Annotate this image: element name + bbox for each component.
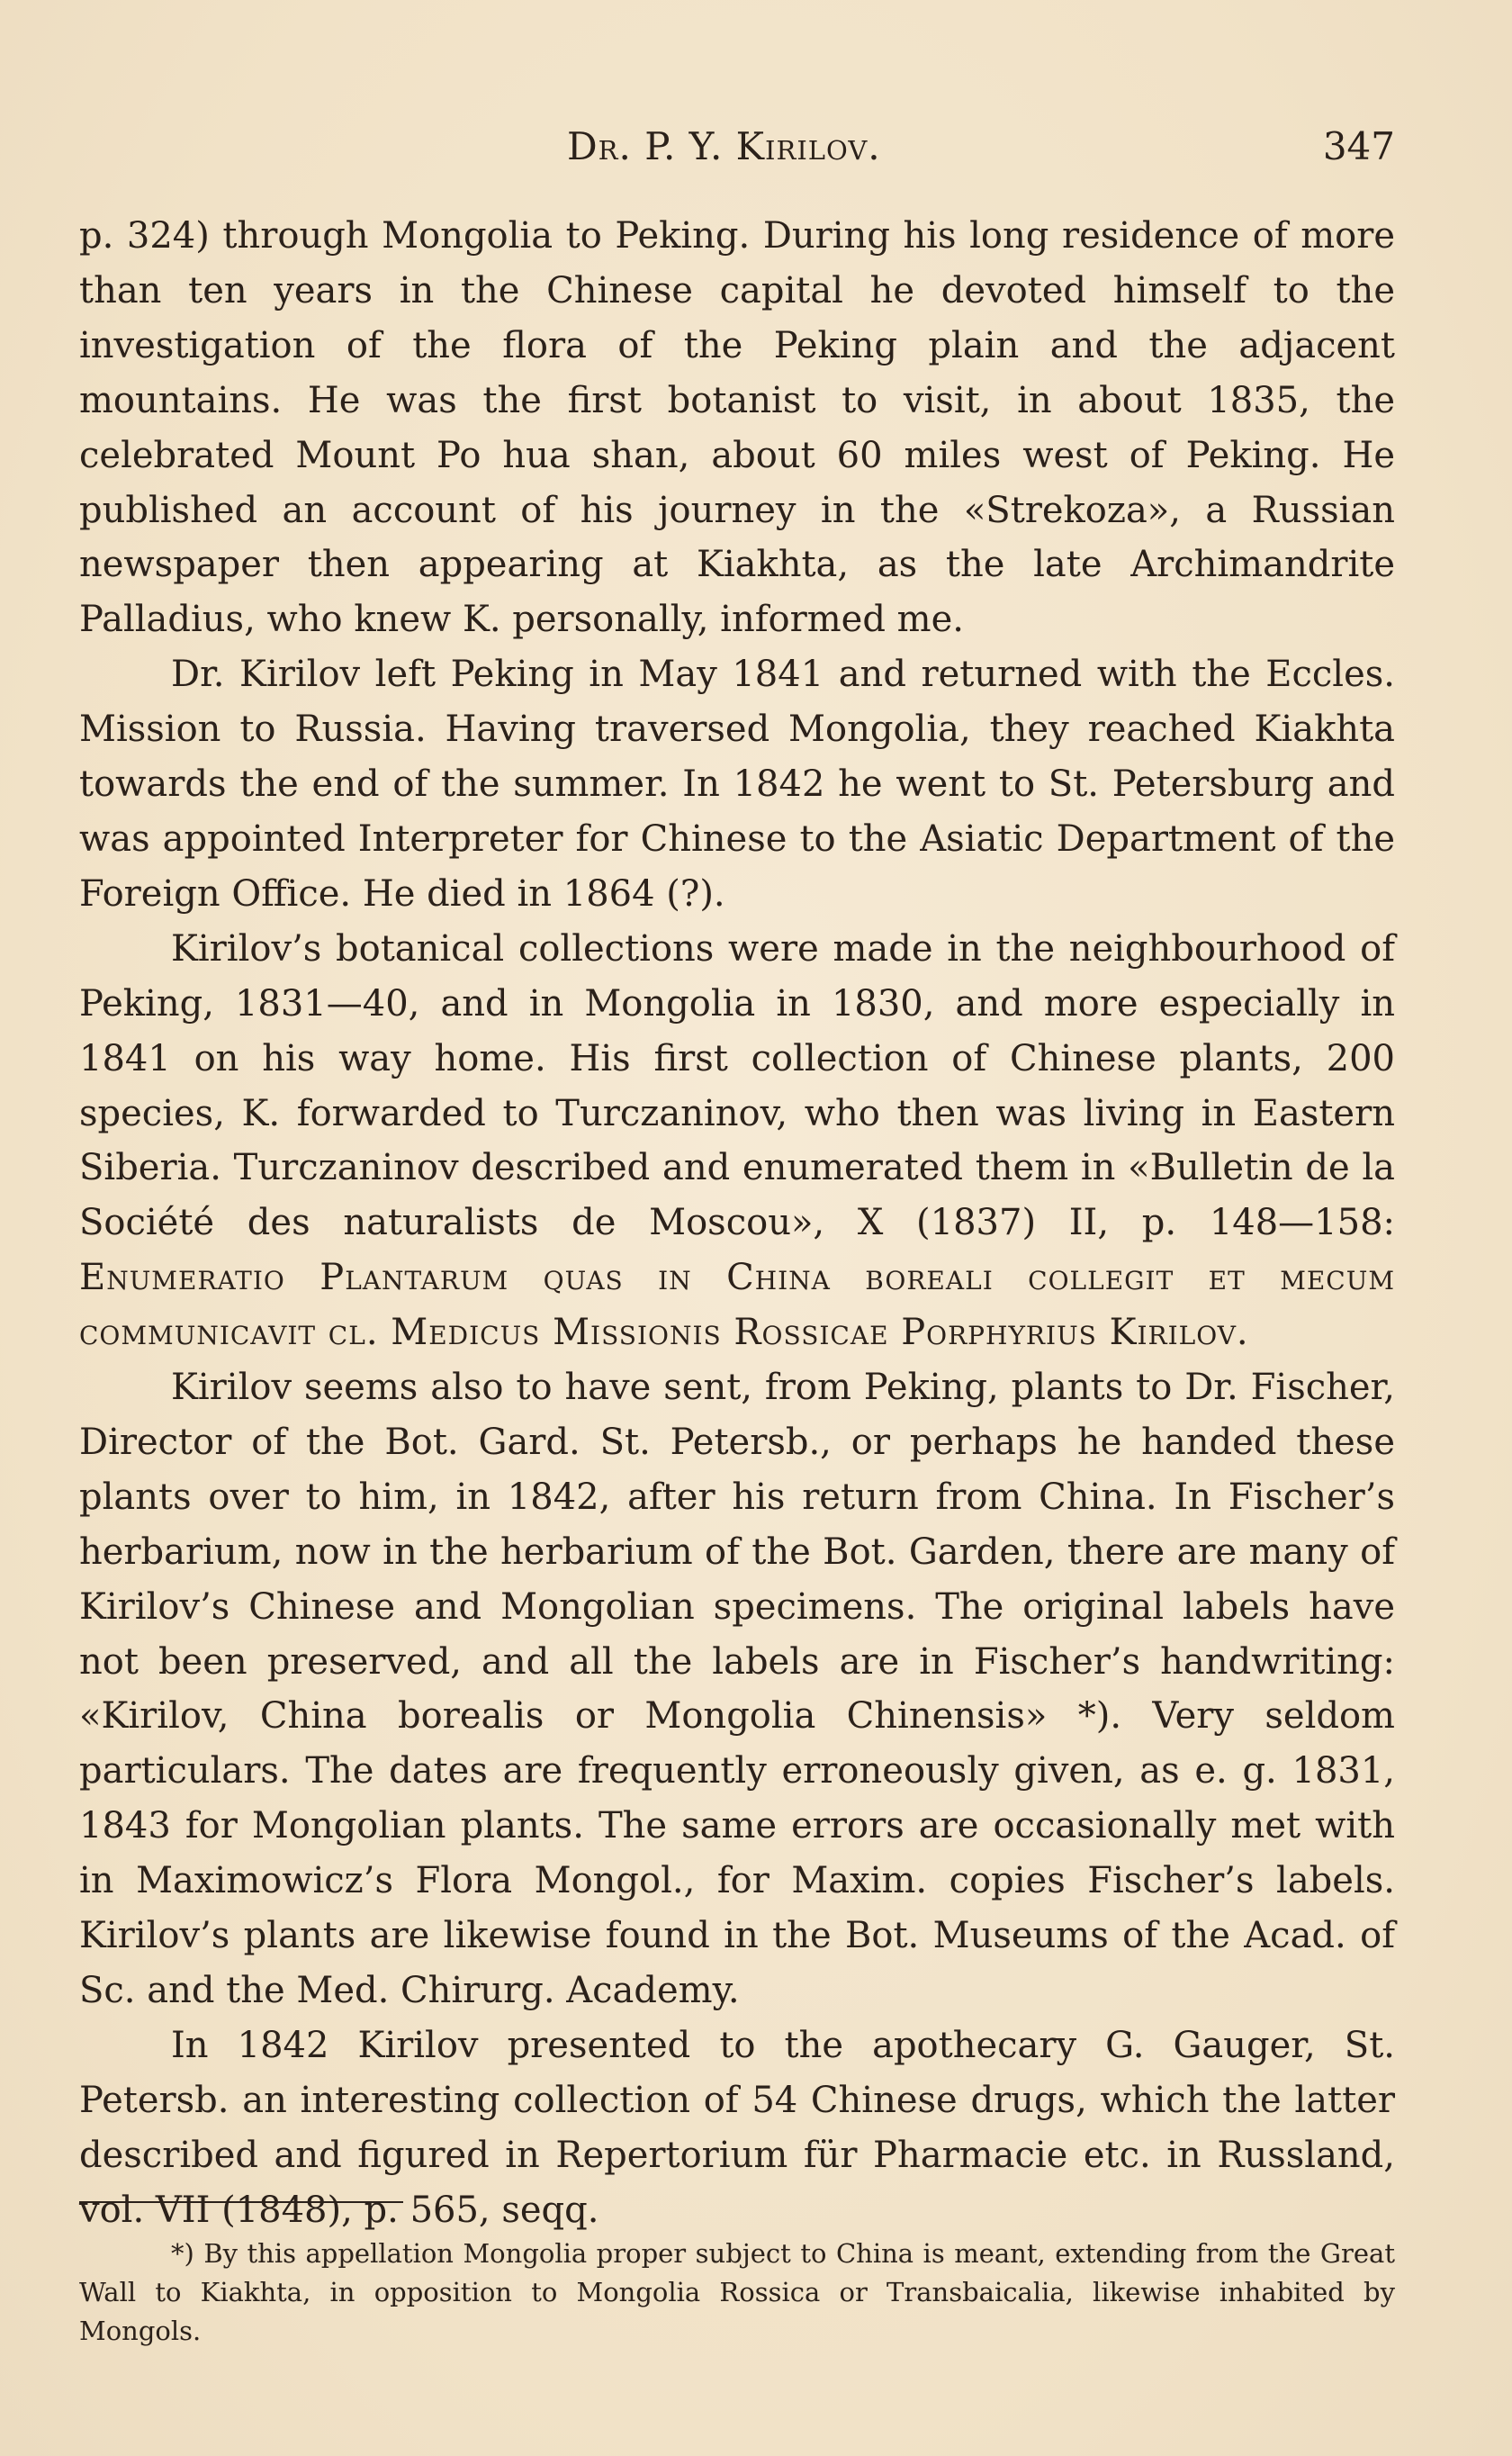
- body-text: [79, 209, 1395, 2238]
- footnote: [79, 2235, 1395, 2351]
- paragraph-3: [79, 922, 1395, 1360]
- paragraph-2: Dr. Kirilov left Peking in May 1841 and returned with the Eccles. Mission to Russia. Having traversed Mongolia, they reached Kiakhta towards the end of the summer. In 1842 he went to St. Petersburg and was appointed Interpreter for Chinese to the Asiatic Department of the Foreign Office. He died in 1864 (?).: [79, 654, 1395, 915]
- paragraph-1: p. 324) through Mongolia to Peking. During his long residence of more than ten years in the Chinese capital he devoted himself to the investigation of the flora of the Peking plain and the adjacent mountains. He was the first botanist to visit, in about 1835, the celebrated Mount Po hua shan, about 60 miles west of Peking. He published an account of his journey in the «Strekoza», a Russian newspaper then appearing at Kiakhta, as the late Archimandrite Palladius, who knew K. personally, informed me.: [79, 215, 1395, 641]
- paragraph-5: In 1842 Kirilov presented to the apothecary G. Gauger, St. Petersb. an interesting collection of 54 Chinese drugs, which the latter described and figured in Repertorium für Pharmacie etc. in Russland, vol. VII (1848), p. 565, seqq.: [79, 2024, 1395, 2231]
- page-number: 347: [1322, 124, 1395, 168]
- footnote-text: *) By this appellation Mongolia proper subject to China is meant, extending from the Great Wall to Kiakhta, in opposition to Mongolia Rossica or Transbaicalia, likewise inhabited by Mongols.: [79, 2238, 1395, 2346]
- paragraph-3-text: Kirilov’s botanical collections were made in the neighbourhood of Peking, 1831—40, and in Mongolia in 1830, and more especially in 1841 on his way home. His first collection of Chinese plants, 200 species, K. forwarded to Turczaninov, who then was living in Eastern Siberia. Turczaninov described and enumerated them in «Bulletin de la Société des naturalists de Moscou», X (1837) II, p. 148—158:: [79, 927, 1395, 1244]
- paragraph-4: Kirilov seems also to have sent, from Peking, plants to Dr. Fischer, Director of the Bot. Gard. St. Petersb., or perhaps he handed these plants over to him, in 1842, after his return from China. In Fischer’s herbarium, now in the herbarium of the Bot. Garden, there are many of Kirilov’s Chinese and Mongolian specimens. The original labels have not been preserved, and all the labels are in Fischer’s handwriting: «Kirilov, China borealis or Mongolia Chinensis» *). Very seldom particulars. The dates are frequently erroneously given, as e. g. 1831, 1843 for Mongolian plants. The same errors are occasionally met with in Maximowicz’s Flora Mongol., for Maxim. copies Fischer’s labels. Kirilov’s plants are likewise found in the Bot. Museums of the Acad. of Sc. and the Med. Chirurg. Academy.: [79, 1367, 1395, 2011]
- running-head: [0, 124, 1512, 178]
- enumeratio-title: Enumeratio Plantarum quas in China boreali collegit et mecum communicavit cl. Medicus Missionis Rossicae Porphyrius Kirilov.: [79, 1257, 1395, 1354]
- footnote-rule: [79, 2201, 403, 2203]
- running-title: Dr. P. Y. Kirilov.: [567, 124, 881, 168]
